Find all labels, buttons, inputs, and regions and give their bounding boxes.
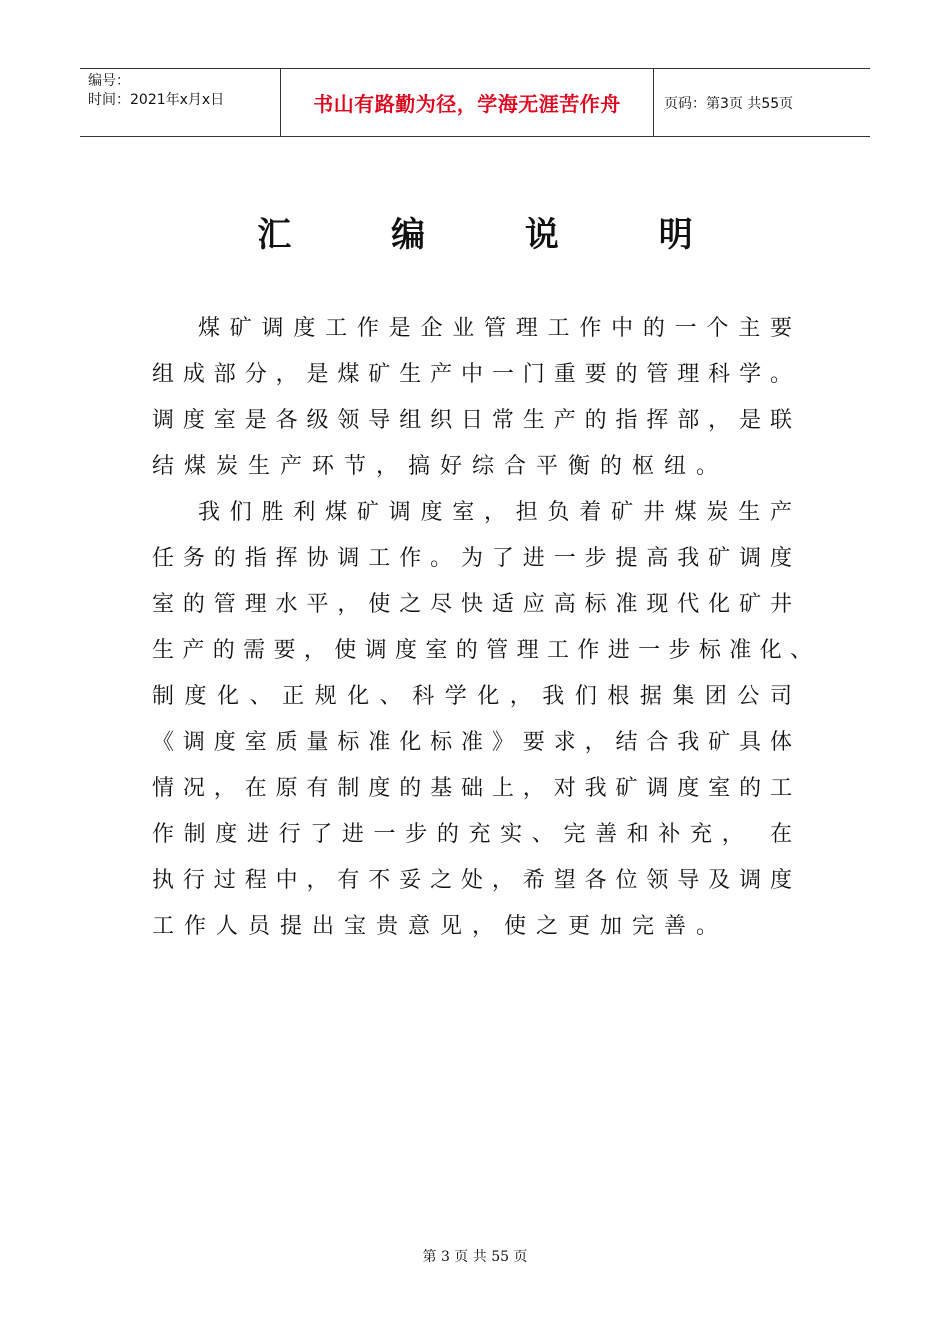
paragraph-line: 情况，在原有制度的基础上，对我矿调度室的工 bbox=[152, 776, 792, 801]
paragraph-line: 执行过程中，有不妥之处，希望各位领导及调度 bbox=[152, 868, 792, 893]
header-page-info: 页码：第3页 共55页 bbox=[664, 95, 794, 112]
paragraph-line: 作制度进行了进一步的充实、完善和补充， 在 bbox=[152, 822, 792, 847]
paragraph-line: 调度室是各级领导组织日常生产的指挥部，是联 bbox=[152, 408, 792, 433]
paragraph-line: 任务的指挥协调工作。为了进一步提高我矿调度 bbox=[152, 546, 792, 571]
document-title bbox=[0, 208, 950, 262]
title-char: 说 bbox=[524, 215, 559, 255]
paragraph-line: 生产的需要，使调度室的管理工作进一步标准化、 bbox=[152, 638, 812, 663]
title-char: 汇 bbox=[257, 215, 292, 255]
header-table bbox=[80, 68, 870, 137]
paragraph-line: 我们胜利煤矿调度室，担负着矿井煤炭生产 bbox=[198, 500, 792, 525]
title-char: 明 bbox=[658, 215, 693, 255]
header-motto: 书山有路勤为径，学海无涯苦作舟 bbox=[281, 69, 654, 136]
serial-label: 编号： bbox=[88, 73, 130, 89]
document-body bbox=[152, 306, 812, 950]
paragraph-line: 组成部分，是煤矿生产中一门重要的管理科学。 bbox=[152, 362, 792, 387]
paragraph-line: 工作人员提出宝贵意见，使之更加完善。 bbox=[152, 914, 729, 939]
paragraph-line: 《调度室质量标准化标准》要求，结合我矿具体 bbox=[152, 730, 792, 755]
title-char: 编 bbox=[391, 215, 426, 255]
paragraph-line: 室的管理水平，使之尽快适应高标准现代化矿井 bbox=[152, 592, 792, 617]
header-meta bbox=[80, 69, 281, 136]
paragraph-line: 煤矿调度工作是企业管理工作中的一个主要 bbox=[198, 316, 792, 341]
time-label: 时间：2021年x月x日 bbox=[88, 92, 225, 108]
page-footer: 第 3 页 共 55 页 bbox=[422, 1249, 528, 1265]
paragraph-line: 结煤炭生产环节，搞好综合平衡的枢纽。 bbox=[152, 454, 729, 479]
paragraph-line: 制度化、正规化、科学化，我们根据集团公司 bbox=[152, 684, 792, 709]
